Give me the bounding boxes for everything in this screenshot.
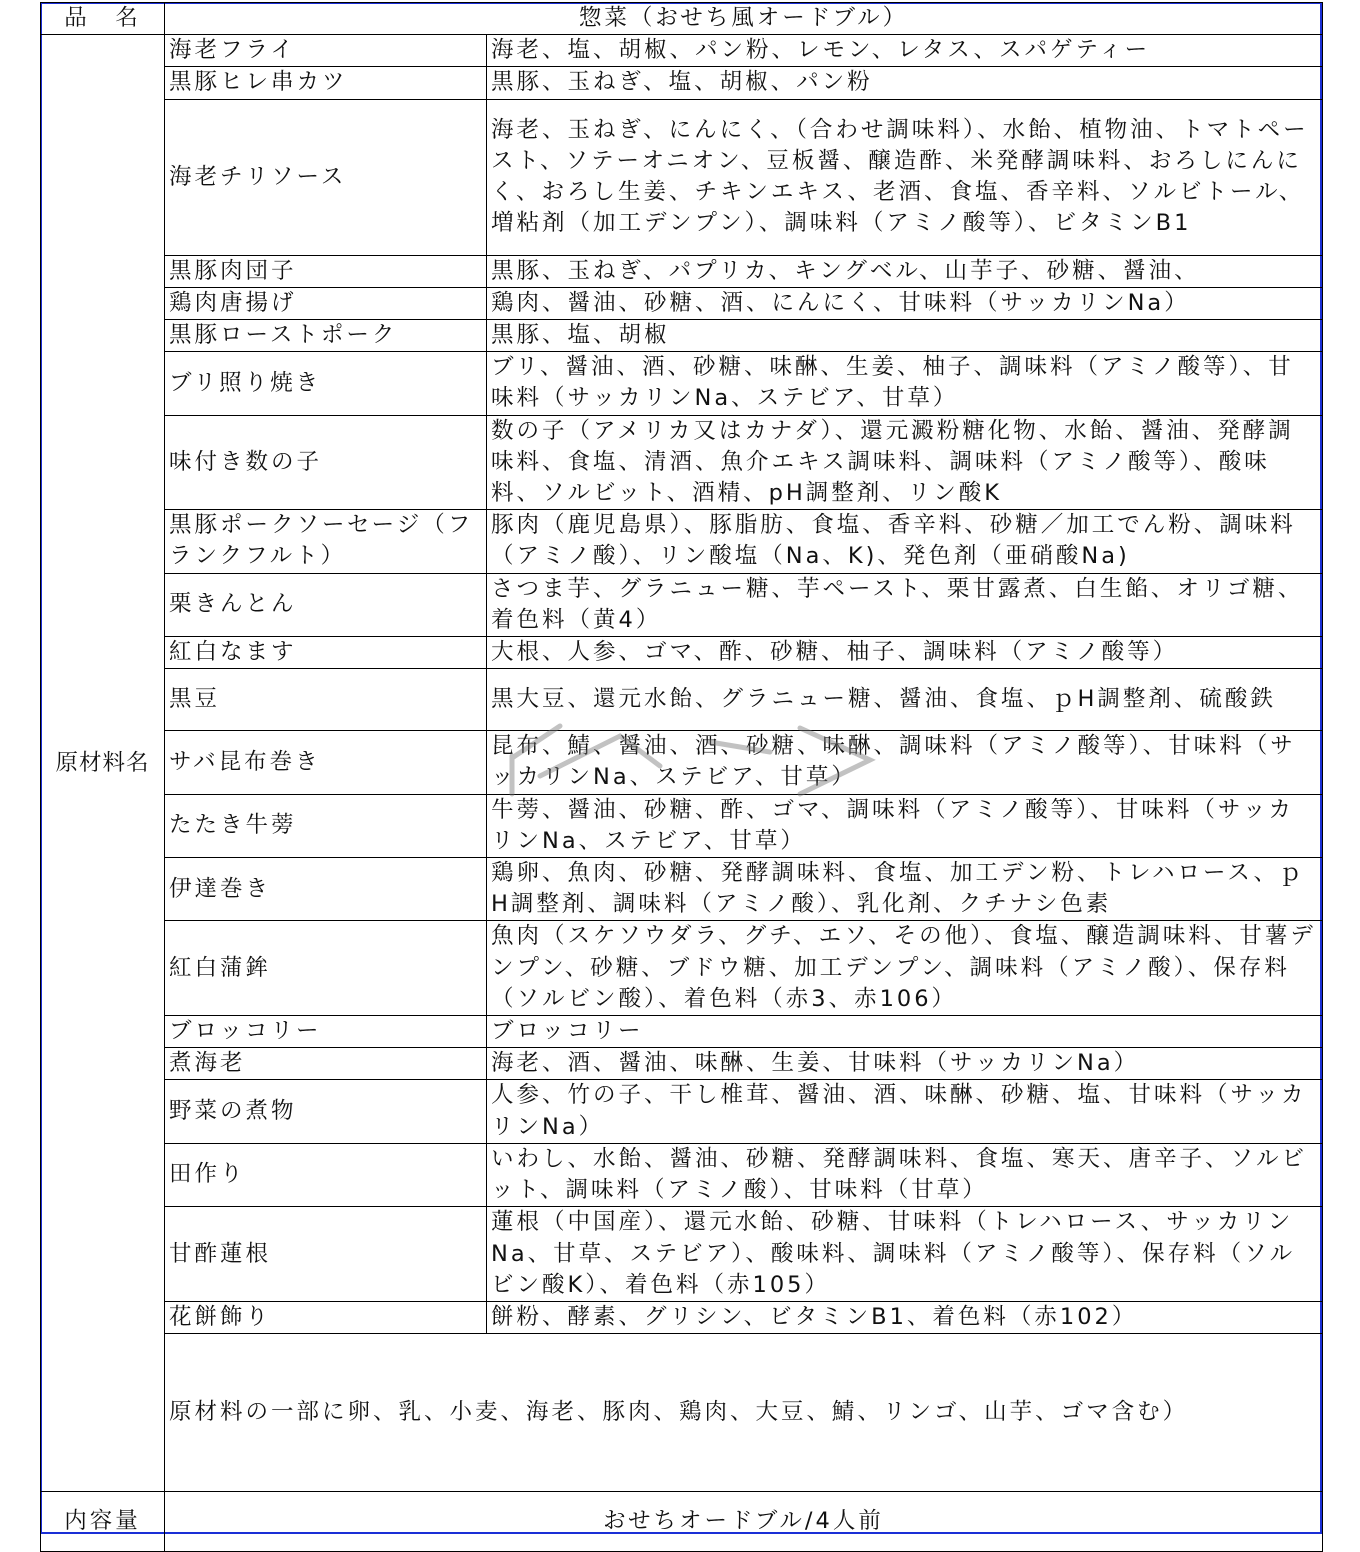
ingredient-row (41, 287, 1323, 319)
ingredient-row (41, 35, 1323, 67)
ingredient-row (41, 352, 1323, 415)
dish-ingredients: 大根、人参、ゴマ、酢、砂糖、柚子、調味料（アミノ酸等） (487, 637, 1323, 669)
dish-ingredients: 餅粉、酵素、グリシン、ビタミンB1、着色料（赤102） (487, 1301, 1323, 1333)
dish-name: 煮海老 (165, 1048, 487, 1080)
dish-ingredients: 黒大豆、還元水飴、グラニュー糖、醤油、食塩、ｐH調整剤、硫酸鉄 (487, 669, 1323, 731)
dish-name: 黒豚肉団子 (165, 255, 487, 287)
dish-ingredients: 魚肉（スケソウダラ、グチ、エソ、その他）、食塩、醸造調味料、甘薯デンプン、砂糖、ブドウ糖、加工デンプン、調味料（アミノ酸）、保存料（ソルビン酸）、着色料（赤3、赤106） (487, 921, 1323, 1016)
content-label: 内容量 (41, 1492, 165, 1552)
dish-name: サバ昆布巻き (165, 731, 487, 794)
dish-name: 野菜の煮物 (165, 1080, 487, 1143)
ingredient-row (41, 858, 1323, 921)
dish-name: 伊達巻き (165, 858, 487, 921)
dish-ingredients: 数の子（アメリカ又はカナダ）、還元澱粉糖化物、水飴、醤油、発酵調味料、食塩、清酒、魚介エキス調味料、調味料（アミノ酸等）、酸味料、ソルビット、酒精、pH調整剤、リン酸K (487, 415, 1323, 510)
ingredient-row (41, 415, 1323, 510)
ingredient-row (41, 67, 1323, 99)
dish-name: たたき牛蒡 (165, 794, 487, 857)
ingredient-row (41, 731, 1323, 794)
food-label-table (40, 2, 1323, 1552)
dish-name: 黒豚ヒレ串カツ (165, 67, 487, 99)
dish-ingredients: 黒豚、塩、胡椒 (487, 320, 1323, 352)
ingredient-row (41, 1080, 1323, 1143)
ingredient-row (41, 99, 1323, 255)
ingredient-row (41, 1301, 1323, 1333)
dish-ingredients: 牛蒡、醤油、砂糖、酢、ゴマ、調味料（アミノ酸等）、甘味料（サッカリンNa、ステビア、甘草） (487, 794, 1323, 857)
dish-ingredients: 海老、玉ねぎ、にんにく、（合わせ調味料）、水飴、植物油、トマトペースト、ソテーオニオン、豆板醤、醸造酢、米発酵調味料、おろしにんにく、おろし生姜、チキンエキス、老酒、食塩、香辛料、ソルビトール、増粘剤（加工デンプン）、調味料（アミノ酸等）、ビタミンB1 (487, 99, 1323, 255)
dish-ingredients: いわし、水飴、醤油、砂糖、発酵調味料、食塩、寒天、唐辛子、ソルビット、調味料（アミノ酸）、甘味料（甘草） (487, 1143, 1323, 1206)
dish-ingredients: さつま芋、グラニュー糖、芋ペースト、栗甘露煮、白生餡、オリゴ糖、着色料（黄4） (487, 573, 1323, 636)
ingredient-row (41, 669, 1323, 731)
ingredient-row (41, 255, 1323, 287)
ingredient-row (41, 637, 1323, 669)
ingredient-row (41, 510, 1323, 573)
header-row (41, 3, 1323, 35)
ingredient-row (41, 921, 1323, 1016)
product-name-value: 惣菜（おせち風オードブル） (165, 3, 1323, 35)
dish-name: 紅白なます (165, 637, 487, 669)
dish-ingredients: 海老、塩、胡椒、パン粉、レモン、レタス、スパゲティー (487, 35, 1323, 67)
dish-name: 海老チリソース (165, 99, 487, 255)
dish-ingredients: ブリ、醤油、酒、砂糖、味醂、生姜、柚子、調味料（アミノ酸等）、甘味料（サッカリンNa、ステビア、甘草） (487, 352, 1323, 415)
allergen-note: 原材料の一部に卵、乳、小麦、海老、豚肉、鶏肉、大豆、鯖、リンゴ、山芋、ゴマ含む） (165, 1334, 1323, 1492)
dish-name: 甘酢蓮根 (165, 1207, 487, 1302)
dish-ingredients: ブロッコリー (487, 1016, 1323, 1048)
dish-name: 紅白蒲鉾 (165, 921, 487, 1016)
dish-ingredients: 蓮根（中国産）、還元水飴、砂糖、甘味料（トレハロース、サッカリンNa、甘草、ステビア）、酸味料、調味料（アミノ酸等）、保存料（ソルビン酸K）、着色料（赤105） (487, 1207, 1323, 1302)
dish-ingredients: 人参、竹の子、干し椎茸、醤油、酒、味醂、砂糖、塩、甘味料（サッカリンNa） (487, 1080, 1323, 1143)
dish-name: 鶏肉唐揚げ (165, 287, 487, 319)
dish-name: 海老フライ (165, 35, 487, 67)
content-row (41, 1492, 1323, 1552)
dish-ingredients: 鶏卵、魚肉、砂糖、発酵調味料、食塩、加工デン粉、トレハロース、ｐH調整剤、調味料（アミノ酸）、乳化剤、クチナシ色素 (487, 858, 1323, 921)
ingredient-row (41, 1143, 1323, 1206)
dish-ingredients: 鶏肉、醤油、砂糖、酒、にんにく、甘味料（サッカリンNa） (487, 287, 1323, 319)
ingredient-row (41, 1048, 1323, 1080)
dish-ingredients: 海老、酒、醤油、味醂、生姜、甘味料（サッカリンNa） (487, 1048, 1323, 1080)
dish-name: 味付き数の子 (165, 415, 487, 510)
dish-ingredients: 黒豚、玉ねぎ、パプリカ、キングベル、山芋子、砂糖、醤油、 (487, 255, 1323, 287)
dish-ingredients: 昆布、鯖、醤油、酒、砂糖、味醂、調味料（アミノ酸等）、甘味料（サッカリンNa、ステビア、甘草） (487, 731, 1323, 794)
allergen-row (41, 1334, 1323, 1492)
dish-name: ブロッコリー (165, 1016, 487, 1048)
ingredient-row (41, 573, 1323, 636)
product-name-label: 品 名 (41, 3, 165, 35)
dish-name: 黒豚ローストポーク (165, 320, 487, 352)
dish-name: ブリ照り焼き (165, 352, 487, 415)
dish-name: 田作り (165, 1143, 487, 1206)
dish-name: 黒豚ポークソーセージ（フランクフルト） (165, 510, 487, 573)
dish-name: 栗きんとん (165, 573, 487, 636)
dish-ingredients: 黒豚、玉ねぎ、塩、胡椒、パン粉 (487, 67, 1323, 99)
content-value: おせちオードブル/4人前 (165, 1492, 1323, 1552)
ingredient-row (41, 320, 1323, 352)
ingredients-label: 原材料名 (41, 35, 165, 1492)
dish-ingredients: 豚肉（鹿児島県）、豚脂肪、食塩、香辛料、砂糖／加工でん粉、調味料（アミノ酸）、リン酸塩（Na、K)、発色剤（亜硝酸Na) (487, 510, 1323, 573)
dish-name: 黒豆 (165, 669, 487, 731)
ingredient-row (41, 1207, 1323, 1302)
dish-name: 花餅飾り (165, 1301, 487, 1333)
ingredient-row (41, 1016, 1323, 1048)
ingredient-row (41, 794, 1323, 857)
